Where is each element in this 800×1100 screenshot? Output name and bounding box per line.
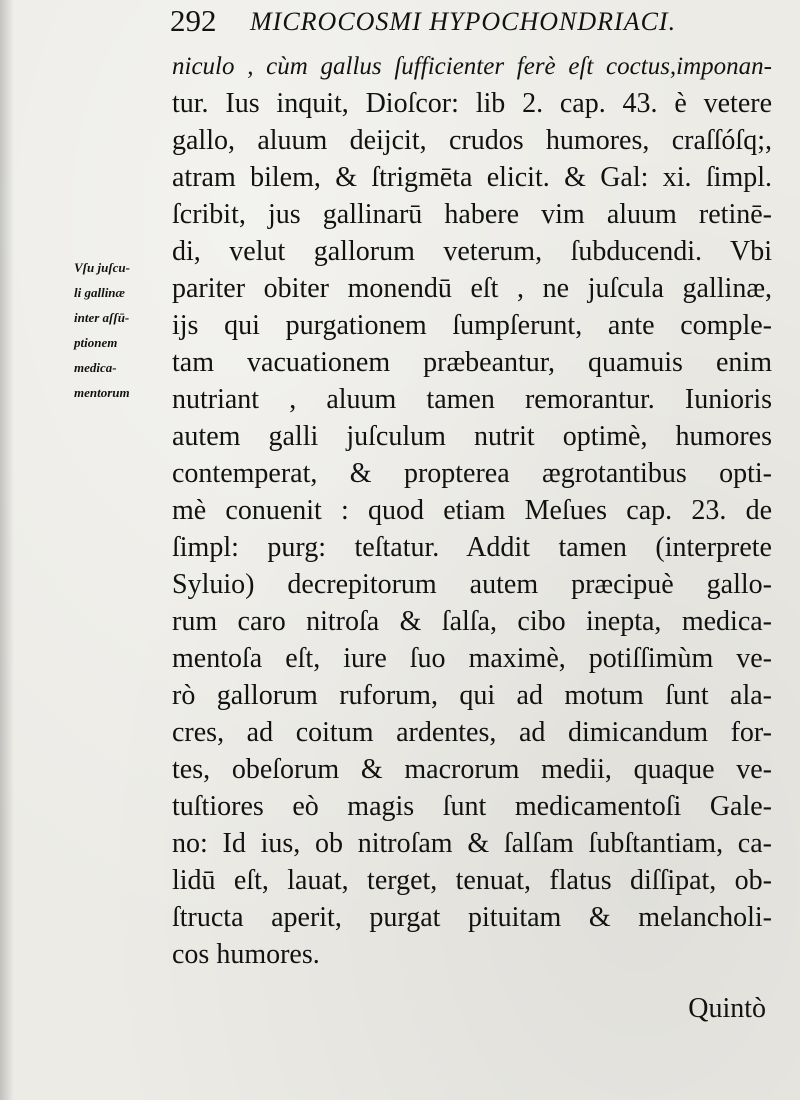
text-line: ſtructa aperit, purgat pituitam & melancholi- <box>172 902 772 933</box>
text-line: ſimpl: purg: teſtatur. Addit tamen (interprete <box>172 532 772 563</box>
gutter-shadow <box>0 0 14 1100</box>
text-line: Syluio) decrepitorum autem præcipuè gallo- <box>172 569 772 600</box>
text-line: rò gallorum ruforum, qui ad motum ſunt ala- <box>172 680 772 711</box>
running-head: MICROCOSMI HYPOCHONDRIACI. <box>250 7 677 36</box>
text-line: tur. Ius inquit, Dioſcor: lib 2. cap. 43. è vetere <box>172 88 772 119</box>
text-line: pariter obiter monendū eſt , ne juſcula gallinæ, <box>172 273 772 304</box>
text-line: tuſtiores eò magis ſunt medicamentoſi Gale- <box>172 791 772 822</box>
text-line: di, velut gallorum veterum, ſubducendi. Vbi <box>172 236 772 267</box>
text-line: lidū eſt, lauat, terget, tenuat, flatus diſſipat, ob- <box>172 865 772 896</box>
text-line: cos humores. <box>172 939 320 970</box>
text-line: gallo, aluum deijcit, crudos humores, craſſóſq;, <box>172 125 772 156</box>
body-text <box>172 48 772 973</box>
marginal-note-line: medica- <box>74 360 117 375</box>
text-line: mentoſa eſt, iure ſuo maximè, potiſſimùm ve- <box>172 643 772 674</box>
text-line: cres, ad coitum ardentes, ad dimicandum for- <box>172 717 772 748</box>
marginal-note-line: mentorum <box>74 385 130 400</box>
text-line: no: Id ius, ob nitroſam & ſalſam ſubſtantiam, ca- <box>172 828 772 859</box>
text-line: tam vacuationem præbeantur, quamuis enim <box>172 347 772 378</box>
text-line: ſcribit, jus gallinarū habere vim aluum retinē- <box>172 199 772 230</box>
text-line: rum caro nitroſa & ſalſa, cibo inepta, medica- <box>172 606 772 637</box>
text-line: contemperat, & propterea ægrotantibus opti- <box>172 458 772 489</box>
text-line: nutriant , aluum tamen remorantur. Iunioris <box>172 384 772 415</box>
text-line: niculo , cùm gallus ſufficienter ferè eſt coctus,imponan- <box>172 53 772 80</box>
page-header <box>170 4 790 44</box>
marginal-note-line: li gallinæ <box>74 285 125 300</box>
text-line: tes, obeſorum & macrorum medii, quaque ve- <box>172 754 772 785</box>
marginal-note-line: ptionem <box>74 335 118 350</box>
marginal-note-line: Vſu juſcu- <box>74 260 130 275</box>
catchword: Quintò <box>688 993 766 1024</box>
text-line: ijs qui purgationem ſumpſerunt, ante comple- <box>172 310 772 341</box>
text-line: atram bilem, & ſtrigmēta elicit. & Gal: xi. ſimpl. <box>172 162 772 193</box>
text-line: mè conuenit : quod etiam Meſues cap. 23. de <box>172 495 772 526</box>
text-line: autem galli juſculum nutrit optimè, humores <box>172 421 772 452</box>
marginal-note-line: inter aſſū- <box>74 310 130 325</box>
page-number: 292 <box>170 3 217 38</box>
marginal-note <box>74 255 170 405</box>
